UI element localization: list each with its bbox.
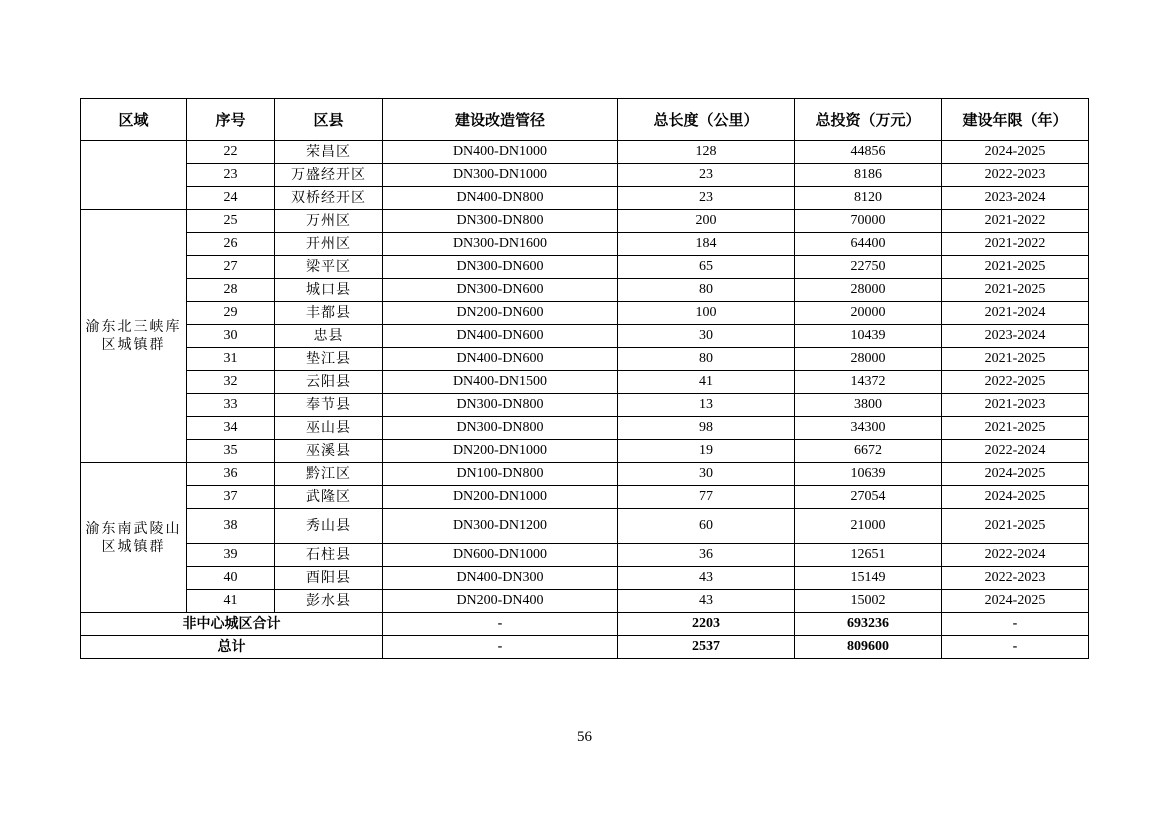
row-investment: 70000 [795,210,942,233]
row-years: 2022-2024 [942,440,1089,463]
row-county: 梁平区 [275,256,383,279]
subtotal-investment: 693236 [795,613,942,636]
row-pipe: DN400-DN1500 [383,371,618,394]
row-pipe: DN200-DN1000 [383,486,618,509]
row-county: 丰都县 [275,302,383,325]
row-investment: 15149 [795,567,942,590]
row-years: 2022-2023 [942,164,1089,187]
row-county: 巫山县 [275,417,383,440]
row-pipe: DN400-DN300 [383,567,618,590]
header-seq: 序号 [187,99,275,141]
row-years: 2024-2025 [942,486,1089,509]
row-years: 2021-2023 [942,394,1089,417]
row-years: 2024-2025 [942,463,1089,486]
header-region: 区域 [81,99,187,141]
row-years: 2021-2025 [942,348,1089,371]
table-row [81,590,1089,613]
row-length: 65 [618,256,795,279]
row-investment: 15002 [795,590,942,613]
row-pipe: DN400-DN600 [383,325,618,348]
row-seq: 40 [187,567,275,590]
row-county: 秀山县 [275,509,383,544]
page-number: 56 [577,729,592,745]
row-seq: 31 [187,348,275,371]
row-pipe: DN300-DN600 [383,279,618,302]
row-pipe: DN200-DN1000 [383,440,618,463]
row-pipe: DN400-DN1000 [383,141,618,164]
row-pipe: DN300-DN1200 [383,509,618,544]
table-row [81,187,1089,210]
row-investment: 20000 [795,302,942,325]
table-row [81,394,1089,417]
row-seq: 23 [187,164,275,187]
row-pipe: DN300-DN1000 [383,164,618,187]
row-length: 60 [618,509,795,544]
row-years: 2024-2025 [942,141,1089,164]
row-length: 36 [618,544,795,567]
row-length: 41 [618,371,795,394]
row-years: 2021-2022 [942,210,1089,233]
row-length: 43 [618,590,795,613]
row-seq: 37 [187,486,275,509]
region-cell: 渝东南武陵山区城镇群 [81,463,187,613]
row-seq: 36 [187,463,275,486]
row-length: 80 [618,279,795,302]
row-investment: 28000 [795,279,942,302]
row-years: 2023-2024 [942,187,1089,210]
row-county: 城口县 [275,279,383,302]
row-length: 43 [618,567,795,590]
row-length: 30 [618,463,795,486]
total-investment: 809600 [795,636,942,659]
subtotal-years: - [942,613,1089,636]
row-investment: 3800 [795,394,942,417]
table-row [81,371,1089,394]
row-years: 2021-2025 [942,509,1089,544]
row-county: 武隆区 [275,486,383,509]
row-county: 黔江区 [275,463,383,486]
table-row [81,486,1089,509]
header-total-investment: 总投资（万元） [795,99,942,141]
row-seq: 26 [187,233,275,256]
row-county: 彭水县 [275,590,383,613]
table-row [81,233,1089,256]
table-row [81,210,1089,233]
table-row [81,325,1089,348]
row-pipe: DN300-DN800 [383,417,618,440]
table-row [81,440,1089,463]
row-county: 酉阳县 [275,567,383,590]
row-seq: 29 [187,302,275,325]
row-seq: 38 [187,509,275,544]
row-seq: 32 [187,371,275,394]
row-pipe: DN600-DN1000 [383,544,618,567]
total-pipe: - [383,636,618,659]
table-row [81,567,1089,590]
row-investment: 27054 [795,486,942,509]
table-row [81,256,1089,279]
row-years: 2024-2025 [942,590,1089,613]
row-length: 19 [618,440,795,463]
row-seq: 24 [187,187,275,210]
row-years: 2021-2022 [942,233,1089,256]
region-cell: 渝东北三峡库区城镇群 [81,210,187,463]
row-pipe: DN400-DN600 [383,348,618,371]
row-years: 2021-2025 [942,279,1089,302]
row-length: 23 [618,187,795,210]
subtotal-label: 非中心城区合计 [81,613,383,636]
row-years: 2022-2025 [942,371,1089,394]
row-pipe: DN300-DN800 [383,210,618,233]
row-county: 巫溪县 [275,440,383,463]
row-length: 200 [618,210,795,233]
table-row [81,509,1089,544]
row-investment: 10439 [795,325,942,348]
row-pipe: DN400-DN800 [383,187,618,210]
row-years: 2021-2025 [942,417,1089,440]
row-seq: 25 [187,210,275,233]
region-cell [81,141,187,210]
subtotal-length: 2203 [618,613,795,636]
row-county: 奉节县 [275,394,383,417]
row-county: 忠县 [275,325,383,348]
table-row [81,302,1089,325]
header-row [81,99,1089,141]
table-row [81,463,1089,486]
row-investment: 44856 [795,141,942,164]
row-pipe: DN300-DN800 [383,394,618,417]
total-length: 2537 [618,636,795,659]
row-pipe: DN200-DN600 [383,302,618,325]
row-investment: 8186 [795,164,942,187]
row-seq: 35 [187,440,275,463]
table-row [81,417,1089,440]
row-length: 30 [618,325,795,348]
total-row [81,636,1089,659]
row-seq: 30 [187,325,275,348]
row-county: 云阳县 [275,371,383,394]
row-investment: 10639 [795,463,942,486]
row-length: 98 [618,417,795,440]
row-county: 双桥经开区 [275,187,383,210]
row-county: 开州区 [275,233,383,256]
row-years: 2021-2024 [942,302,1089,325]
header-county: 区县 [275,99,383,141]
row-county: 万盛经开区 [275,164,383,187]
row-investment: 28000 [795,348,942,371]
row-years: 2022-2024 [942,544,1089,567]
row-seq: 34 [187,417,275,440]
row-county: 荣昌区 [275,141,383,164]
row-length: 100 [618,302,795,325]
table-row [81,279,1089,302]
subtotal-row [81,613,1089,636]
row-investment: 6672 [795,440,942,463]
row-seq: 33 [187,394,275,417]
row-length: 23 [618,164,795,187]
row-pipe: DN300-DN600 [383,256,618,279]
row-investment: 64400 [795,233,942,256]
row-seq: 28 [187,279,275,302]
header-total-length: 总长度（公里） [618,99,795,141]
total-label: 总计 [81,636,383,659]
header-pipe-diameter: 建设改造管径 [383,99,618,141]
row-length: 77 [618,486,795,509]
table-row [81,164,1089,187]
subtotal-pipe: - [383,613,618,636]
row-investment: 14372 [795,371,942,394]
table-row [81,348,1089,371]
row-length: 80 [618,348,795,371]
table-row [81,141,1089,164]
header-construction-years: 建设年限（年） [942,99,1089,141]
row-pipe: DN100-DN800 [383,463,618,486]
pipe-construction-table [80,98,1089,659]
row-county: 万州区 [275,210,383,233]
row-seq: 39 [187,544,275,567]
row-investment: 8120 [795,187,942,210]
row-investment: 34300 [795,417,942,440]
row-length: 13 [618,394,795,417]
row-seq: 22 [187,141,275,164]
row-years: 2021-2025 [942,256,1089,279]
row-investment: 12651 [795,544,942,567]
row-county: 石柱县 [275,544,383,567]
row-length: 184 [618,233,795,256]
row-pipe: DN300-DN1600 [383,233,618,256]
row-length: 128 [618,141,795,164]
table-row [81,544,1089,567]
row-pipe: DN200-DN400 [383,590,618,613]
row-seq: 27 [187,256,275,279]
total-years: - [942,636,1089,659]
row-investment: 22750 [795,256,942,279]
row-years: 2023-2024 [942,325,1089,348]
row-county: 垫江县 [275,348,383,371]
row-investment: 21000 [795,509,942,544]
row-years: 2022-2023 [942,567,1089,590]
row-seq: 41 [187,590,275,613]
